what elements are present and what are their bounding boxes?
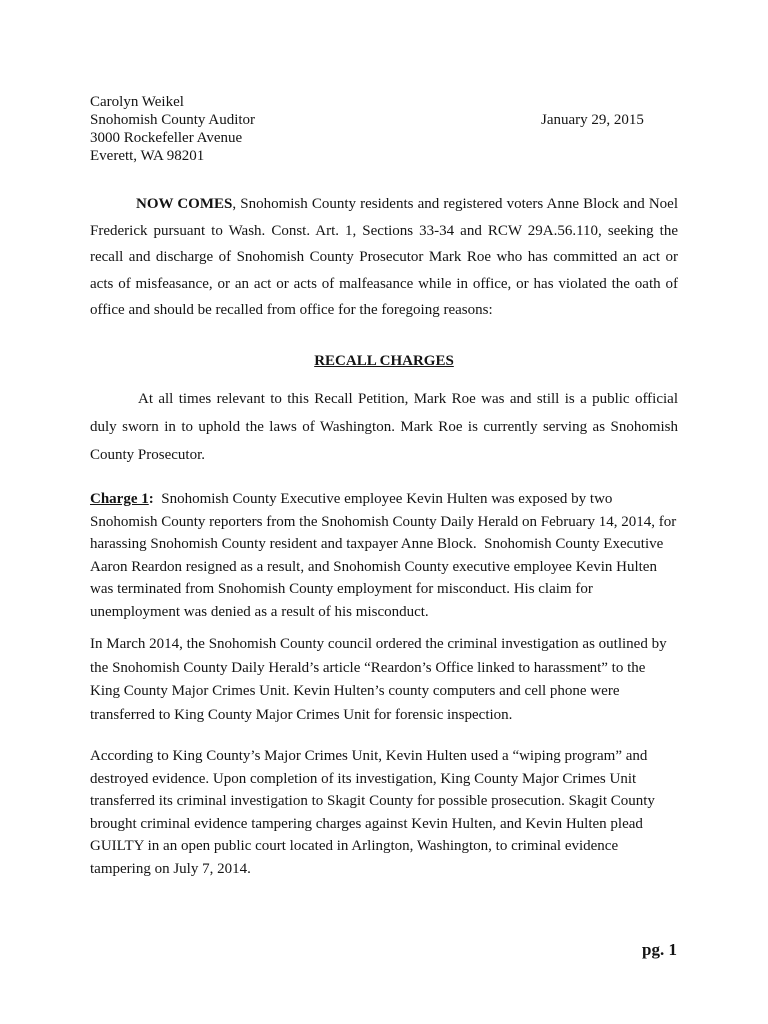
- charge-1-label: Charge 1: [90, 491, 149, 507]
- intro-text: , Snohomish County residents and registered voters Anne Block and Noel Frederick pursuant to Wash. Const. Art. 1, Sections 33-34 and RCW 29A.56.110, seeking the recall and discharge of Snohomish County Prosecutor Mark Roe who has committed an act or acts of misfeasance, or an act or acts of malfeasance while in office, or has violated the oath of office and should be recalled from office for the foregoing reasons:: [90, 196, 678, 318]
- relevance-paragraph: At all times relevant to this Recall Petition, Mark Roe was and still is a public official duly sworn in to uphold the laws of Washington. Mark Roe is currently serving as Snohomish County Prosecutor.: [90, 391, 678, 463]
- intro-paragraph: [90, 191, 678, 324]
- recipient-street: 3000 Rockefeller Avenue: [90, 130, 243, 146]
- recipient-address-block: [90, 93, 255, 165]
- page-number: pg. 1: [642, 940, 677, 959]
- intro-lead: NOW COMES: [136, 196, 233, 212]
- recipient-city: Everett, WA 98201: [90, 148, 205, 164]
- charge-1-text: Snohomish County Executive employee Kevin Hulten was exposed by two Snohomish County reporters from the Snohomish County Daily Herald on February 14, 2014, for harassing Snohomish County resident and taxpayer Anne Block. Snohomish County Executive Aaron Reardon resigned as a result, and Snohomish County executive employee Kevin Hulten was terminated from Snohomish County employment for misconduct. His claim for unemployment was denied as a result of his misconduct.: [90, 491, 680, 620]
- section-heading: RECALL CHARGES: [314, 353, 454, 369]
- recipient-name: Carolyn Weikel: [90, 94, 184, 110]
- recipient-title: Snohomish County Auditor: [90, 112, 256, 128]
- charge-1-colon: :: [148, 491, 154, 507]
- crimes-unit-paragraph: According to King County’s Major Crimes Unit, Kevin Hulten used a “wiping program” and destroyed evidence. Upon completion of its investigation, King County Major Crimes Unit transferred its criminal investigation to Skagit County for possible prosecution. Skagit County brought criminal evidence tampering charges against Kevin Hulten, and Kevin Hulten plead GUILTY in an open public court located in Arlington, Washington, to criminal evidence tampering on July 7, 2014.: [90, 748, 655, 877]
- march-paragraph: In March 2014, the Snohomish County council ordered the criminal investigation as outlined by the Snohomish County Daily Herald’s article “Reardon’s Office linked to harassment” to the King County Major Crimes Unit. Kevin Hulten’s county computers and cell phone were transferred to King County Major Crimes Unit for forensic inspection.: [90, 636, 667, 723]
- charge-1-paragraph: [90, 488, 678, 623]
- letter-date: January 29, 2015: [541, 112, 644, 128]
